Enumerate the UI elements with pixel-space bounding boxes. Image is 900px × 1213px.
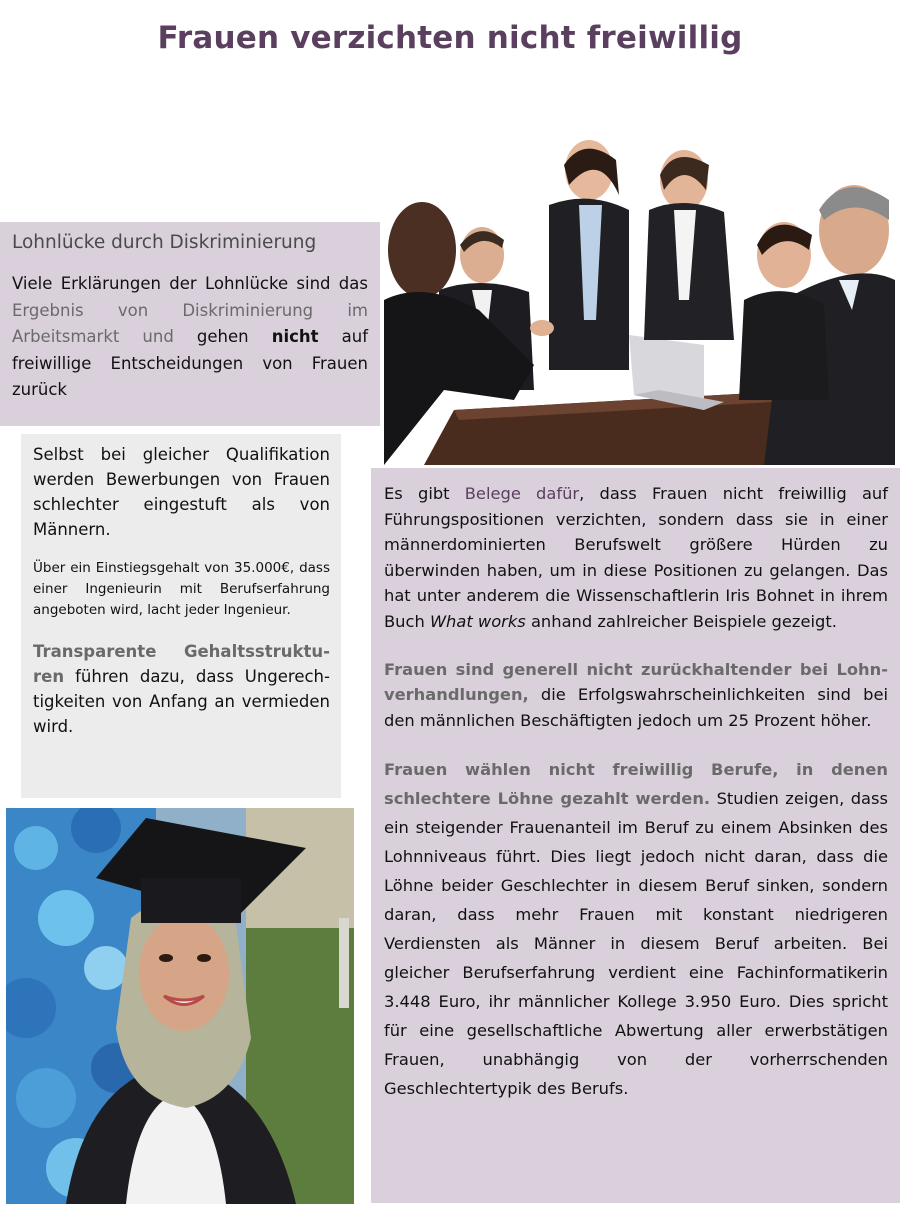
evidence-text-4: anhand zahlreicher Beispiele gezeigt. (525, 611, 837, 631)
transparency-text-lead: Transparente Gehaltsstrukturen (33, 642, 330, 686)
starting-salary-text: Über ein Einstiegsgehalt von 35.000€, dass einer Ingenieurin mit Berufserfahrung angeboten wird, lacht jeder Ingenieur. (33, 560, 330, 618)
transparency-text-rest: führen dazu, dass Ungerechtigkeiten von Anfang an vermieden wird. (33, 667, 330, 736)
wage-gap-text-4: gehen (196, 327, 272, 346)
office-meeting-photo (384, 140, 895, 465)
career-choice-rest: Studien zeigen, dass ein steigender Frauenanteil im Beruf zu einem Absinken des Lohnniveaus führt. Dies liegt jedoch nicht daran, dass die Löhne beider Geschlechter in diesem Beruf sinken, sondern daran, dass mehr Frauen mit konstant niedrigeren Verdiensten als Männer in diesem Beruf arbeiten. Bei gleicher Berufserfahrung verdient eine Fachinformatikerin 3.448 Euro, ihr männlicher Kollege 3.950 Euro. Dies spricht für eine gesellschaftliche Abwertung aller erwerbstätigen Frauen, unabhängig von der vorherrschenden Geschlechtertypik des Berufs. (384, 789, 888, 1099)
evidence-paragraph (384, 481, 888, 635)
wage-gap-text-5: nicht (271, 327, 319, 346)
evidence-text-3: , dass Frauen nicht freiwillig auf Führungspositionen verzichten, sondern dass sie in einer männerdominierten Berufswelt größere Hürden zu überwinden haben, um in diese Positionen zu gelangen. Das hat unter anderem die Wissenschaftlerin Iris Bohnet in ihrem Buch (384, 484, 888, 631)
career-choice-paragraph (384, 755, 888, 1103)
transparency-text (33, 639, 330, 739)
wage-gap-text-6: auf freiwillige Entscheidungen von Frauen zurück (12, 327, 368, 399)
wage-gap-text-2: Ergebnis von Diskriminierung im Arbeitsmarkt (12, 300, 368, 346)
wage-gap-text-1: Viele Erklärungen der Lohnlücke sind das (12, 274, 368, 293)
negotiation-lead: Frauen sind generell nicht zurückhaltender bei Lohnverhandlungen, (384, 659, 888, 705)
evidence-text-1: Es gibt (384, 484, 465, 503)
evidence-text-2: Belege dafür (464, 484, 580, 503)
wage-gap-text-3: und (119, 327, 197, 346)
graduate-illustration (6, 808, 354, 1204)
qualification-box (21, 434, 341, 798)
wage-gap-heading: Lohnlücke durch Diskriminierung (12, 232, 317, 253)
evidence-box (371, 468, 900, 1203)
wage-gap-box (0, 222, 380, 426)
wage-gap-text (12, 271, 368, 404)
career-choice-lead: Frauen wählen nicht freiwillig Berufe, in denen schlechtere Löhne gezahlt werden. (384, 760, 888, 809)
negotiation-paragraph (384, 657, 888, 734)
book-title: What works (429, 611, 526, 631)
negotiation-rest: die Erfolgswahrscheinlichkeiten sind bei den männlichen Beschäftigten jedoch um 25 Prozent höher. (384, 685, 888, 730)
office-meeting-illustration (384, 140, 895, 465)
qualification-text: Selbst bei gleicher Qualifikation werden Bewerbungen von Frauen schlechter eingestuft als von Männern. (33, 445, 330, 539)
graduate-photo (6, 808, 354, 1204)
page-title: Frauen verzichten nicht freiwillig (157, 20, 743, 56)
